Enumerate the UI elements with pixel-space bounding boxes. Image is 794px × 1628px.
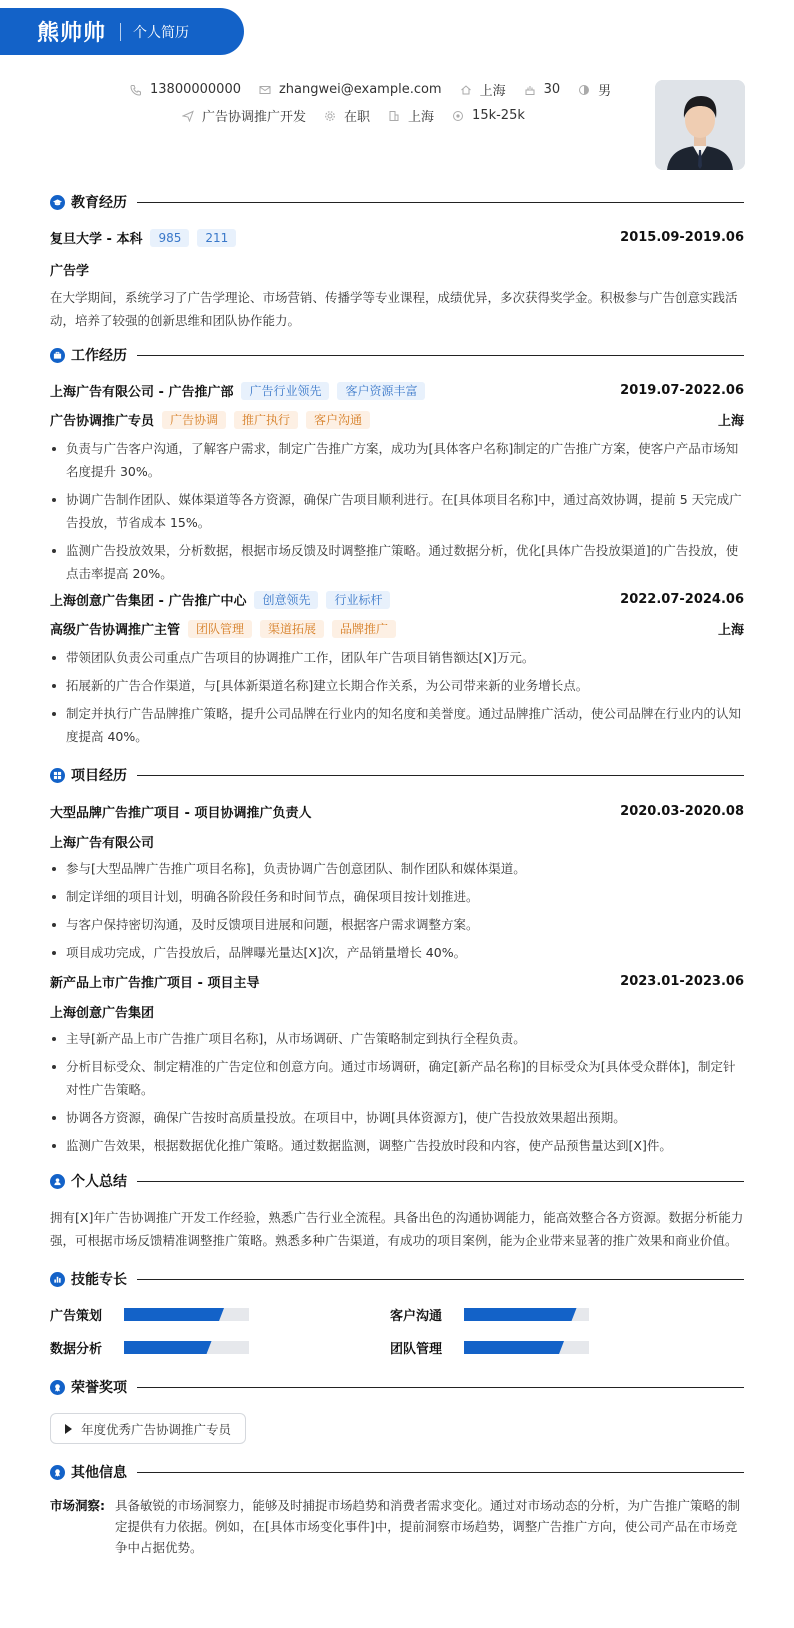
status-item bbox=[324, 106, 370, 125]
skill-item bbox=[50, 1338, 249, 1357]
work-bullets bbox=[50, 646, 744, 753]
target-city-item bbox=[388, 106, 434, 125]
home-icon bbox=[460, 84, 472, 96]
briefcase-icon bbox=[50, 348, 65, 363]
email-item bbox=[259, 82, 442, 97]
mail-icon bbox=[259, 84, 271, 96]
contact-row-1 bbox=[130, 80, 629, 99]
bar-chart-icon bbox=[50, 1272, 65, 1287]
skills-section-header bbox=[50, 1269, 744, 1289]
role-tag: 品牌推广 bbox=[332, 620, 396, 638]
company-tag: 行业标杆 bbox=[326, 591, 390, 609]
gender-icon bbox=[578, 84, 590, 96]
position-item bbox=[182, 106, 306, 125]
other-info-text: 具备敏锐的市场洞察力，能够及时捕捉市场趋势和消费者需求变化。通过对市场动态的分析，为广告推广策略的制定提供有力依据。例如，在[具体市场变化事件]中，提前洞察市场趋势，调整广告推广方向，使公司产品在市场竞争中占据优势。 bbox=[115, 1498, 741, 1555]
skill-name: 广告策划 bbox=[50, 1309, 103, 1324]
role-name: 高级广告协调推广主管 bbox=[50, 623, 181, 638]
skill-name: 团队管理 bbox=[390, 1342, 443, 1357]
play-icon bbox=[65, 1424, 72, 1434]
list-item: 与客户保持密切沟通，及时反馈项目进展和问题，根据客户需求调整方案。 bbox=[50, 913, 744, 936]
cake-icon bbox=[524, 84, 536, 96]
skill-name: 客户沟通 bbox=[390, 1309, 443, 1324]
section-divider bbox=[137, 355, 744, 356]
company-name: 上海创意广告集团 - 广告推广中心 bbox=[50, 594, 247, 609]
section-divider bbox=[137, 1472, 744, 1473]
summary-section-header bbox=[50, 1171, 744, 1191]
gender-text: 男 bbox=[598, 84, 612, 99]
school-tag: 211 bbox=[197, 229, 236, 247]
phone-item bbox=[130, 82, 241, 97]
list-item: 主导[新产品上市广告推广项目名称]，从市场调研、广告策略制定到执行全程负责。 bbox=[50, 1027, 744, 1050]
company-tag: 广告行业领先 bbox=[241, 382, 329, 400]
graduation-cap-icon bbox=[50, 195, 65, 210]
skill-bar bbox=[464, 1341, 589, 1354]
grid-icon bbox=[50, 768, 65, 783]
projects-section-header bbox=[50, 765, 744, 785]
project-org-row bbox=[50, 1002, 744, 1021]
section-title: 项目经历 bbox=[71, 768, 127, 784]
role-tag: 客户沟通 bbox=[306, 411, 370, 429]
list-item: 协调各方资源，确保广告按时高质量投放。在项目中，协调[具体资源方]，使广告投放效果超出预期。 bbox=[50, 1106, 744, 1129]
education-date: 2015.09-2019.06 bbox=[620, 230, 744, 245]
work-date: 2019.07-2022.06 bbox=[620, 383, 744, 398]
section-title: 教育经历 bbox=[71, 195, 127, 211]
education-header-row bbox=[50, 228, 744, 247]
skill-item bbox=[390, 1305, 589, 1324]
work-location: 上海 bbox=[717, 623, 744, 638]
candidate-name: 熊帅帅 bbox=[37, 21, 107, 46]
list-item: 分析目标受众、制定精准的广告定位和创意方向。通过市场调研，确定[新产品名称]的目标受众为[具体受众群体]，制定针对性广告策略。 bbox=[50, 1055, 744, 1101]
education-description: 在大学期间，系统学习了广告学理论、市场营销、传播学等专业课程，成绩优异，多次获得奖学金。积极参与广告创意实践活动，培养了较强的创新思维和团队协作能力。 bbox=[50, 290, 738, 328]
salary-text: 15k-25k bbox=[472, 108, 525, 123]
project-date: 2023.01-2023.06 bbox=[620, 974, 744, 989]
email-text: zhangwei@example.com bbox=[278, 82, 442, 97]
section-title: 个人总结 bbox=[71, 1174, 127, 1190]
skill-name: 数据分析 bbox=[50, 1342, 103, 1357]
work-role-row bbox=[50, 410, 744, 429]
work-date: 2022.07-2024.06 bbox=[620, 592, 744, 607]
gender-item bbox=[578, 80, 611, 99]
status-text: 在职 bbox=[344, 110, 371, 125]
skill-bar bbox=[124, 1308, 249, 1321]
major-row bbox=[50, 260, 744, 279]
award-chip bbox=[50, 1413, 246, 1444]
section-title: 技能专长 bbox=[71, 1272, 127, 1288]
company-tag: 客户资源丰富 bbox=[337, 382, 425, 400]
send-icon bbox=[182, 110, 194, 122]
target-city-text: 上海 bbox=[408, 110, 435, 125]
skill-bar-fill bbox=[124, 1308, 224, 1321]
section-divider bbox=[137, 1387, 744, 1388]
banner-divider bbox=[120, 23, 121, 41]
section-title: 荣誉奖项 bbox=[71, 1380, 127, 1396]
section-title: 工作经历 bbox=[71, 348, 127, 364]
skill-item bbox=[50, 1305, 249, 1324]
city-text: 上海 bbox=[479, 84, 506, 99]
role-name: 广告协调推广专员 bbox=[50, 414, 155, 429]
age-item bbox=[524, 82, 561, 97]
list-item: 制定并执行广告品牌推广策略，提升公司品牌在行业内的知名度和美誉度。通过品牌推广活动，使公司品牌在行业内的认知度提高 40%。 bbox=[50, 702, 744, 748]
list-item: 制定详细的项目计划，明确各阶段任务和时间节点，确保项目按计划推进。 bbox=[50, 885, 744, 908]
work-location: 上海 bbox=[717, 414, 744, 429]
section-divider bbox=[137, 202, 744, 203]
education-section-header bbox=[50, 192, 744, 212]
skill-bar-fill bbox=[464, 1341, 564, 1354]
other-info-label: 市场洞察: bbox=[50, 1498, 105, 1513]
project-org: 上海广告有限公司 bbox=[50, 836, 155, 851]
list-item: 监测广告效果，根据数据优化推广策略。通过数据监测，调整广告投放时段和内容，使产品预售量达到[X]件。 bbox=[50, 1134, 744, 1157]
project-bullets bbox=[50, 1027, 744, 1162]
skill-bar bbox=[124, 1341, 249, 1354]
position-text: 广告协调推广开发 bbox=[202, 110, 307, 125]
phone-text: 13800000000 bbox=[150, 82, 241, 97]
skill-item bbox=[390, 1338, 589, 1357]
project-org: 上海创意广告集团 bbox=[50, 1006, 155, 1021]
phone-icon bbox=[130, 84, 142, 96]
work-company-row bbox=[50, 590, 744, 609]
company-name: 上海广告有限公司 - 广告推广部 bbox=[50, 385, 234, 400]
summary-text: 拥有[X]年广告协调推广开发工作经验，熟悉广告行业全流程。具备出色的沟通协调能力，能高效整合各方资源。数据分析能力强，可根据市场反馈精准调整推广策略。熟悉多种广告渠道，有成功的项目案例，能为企业带来显著的推广效果和商业价值。 bbox=[50, 1210, 744, 1248]
work-bullets bbox=[50, 437, 744, 590]
building-icon bbox=[388, 110, 400, 122]
gear-icon bbox=[324, 110, 336, 122]
skill-bar bbox=[464, 1308, 589, 1321]
list-item: 监测广告投放效果，分析数据，根据市场反馈及时调整推广策略。通过数据分析，优化[具体广告投放渠道]的广告投放，使点击率提高 20%。 bbox=[50, 539, 744, 585]
project-title: 新产品上市广告推广项目 - 项目主导 bbox=[50, 976, 260, 991]
section-divider bbox=[137, 1181, 744, 1182]
school-tag: 985 bbox=[150, 229, 189, 247]
other-section-header bbox=[50, 1462, 744, 1482]
list-item: 带领团队负责公司重点广告项目的协调推广工作，团队年广告项目销售额达[X]万元。 bbox=[50, 646, 744, 669]
skill-bar-fill bbox=[124, 1341, 212, 1354]
role-tag: 渠道拓展 bbox=[260, 620, 324, 638]
list-item: 项目成功完成，广告投放后，品牌曝光量达[X]次，产品销量增长 40%。 bbox=[50, 941, 744, 964]
project-date: 2020.03-2020.08 bbox=[620, 804, 744, 819]
section-divider bbox=[137, 1279, 744, 1280]
role-tag: 广告协调 bbox=[162, 411, 226, 429]
work-role-row bbox=[50, 619, 744, 638]
role-tag: 推广执行 bbox=[234, 411, 298, 429]
work-section-header bbox=[50, 345, 744, 365]
role-tag: 团队管理 bbox=[188, 620, 252, 638]
awards-section-header bbox=[50, 1377, 744, 1397]
project-bullets bbox=[50, 857, 744, 969]
project-header-row bbox=[50, 972, 744, 991]
school-name: 复旦大学 - 本科 bbox=[50, 232, 143, 247]
award-name: 年度优秀广告协调推广专员 bbox=[81, 1421, 232, 1437]
company-tag: 创意领先 bbox=[254, 591, 318, 609]
award-icon bbox=[50, 1465, 65, 1480]
section-divider bbox=[137, 775, 744, 776]
section-title: 其他信息 bbox=[71, 1465, 127, 1481]
work-company-row bbox=[50, 381, 744, 400]
user-icon bbox=[50, 1174, 65, 1189]
list-item: 参与[大型品牌广告推广项目名称]，负责协调广告创意团队、制作团队和媒体渠道。 bbox=[50, 857, 744, 880]
age-text: 30 bbox=[543, 82, 561, 97]
project-org-row bbox=[50, 832, 744, 851]
profile-photo bbox=[655, 80, 745, 170]
project-header-row bbox=[50, 802, 744, 821]
list-item: 拓展新的广告合作渠道，与[具体新渠道名称]建立长期合作关系，为公司带来新的业务增长点。 bbox=[50, 674, 744, 697]
project-title: 大型品牌广告推广项目 - 项目协调推广负责人 bbox=[50, 806, 312, 821]
list-item: 协调广告制作团队、媒体渠道等各方资源，确保广告项目顺利进行。在[具体项目名称]中，通过高效协调，提前 5 天完成广告投放，节省成本 15%。 bbox=[50, 488, 744, 534]
salary-item bbox=[452, 108, 525, 123]
money-icon bbox=[452, 110, 464, 122]
list-item: 负责与广告客户沟通，了解客户需求，制定广告推广方案，成功为[具体客户名称]制定的广告推广方案，使客户产品市场知名度提升 30%。 bbox=[50, 437, 744, 483]
city-item bbox=[460, 80, 506, 99]
other-info-item bbox=[50, 1495, 744, 1558]
skill-bar-fill bbox=[464, 1308, 577, 1321]
contact-row-2 bbox=[182, 106, 543, 125]
name-banner bbox=[0, 8, 244, 55]
resume-subtitle: 个人简历 bbox=[133, 24, 190, 41]
award-icon bbox=[50, 1380, 65, 1395]
major-name: 广告学 bbox=[50, 264, 90, 279]
